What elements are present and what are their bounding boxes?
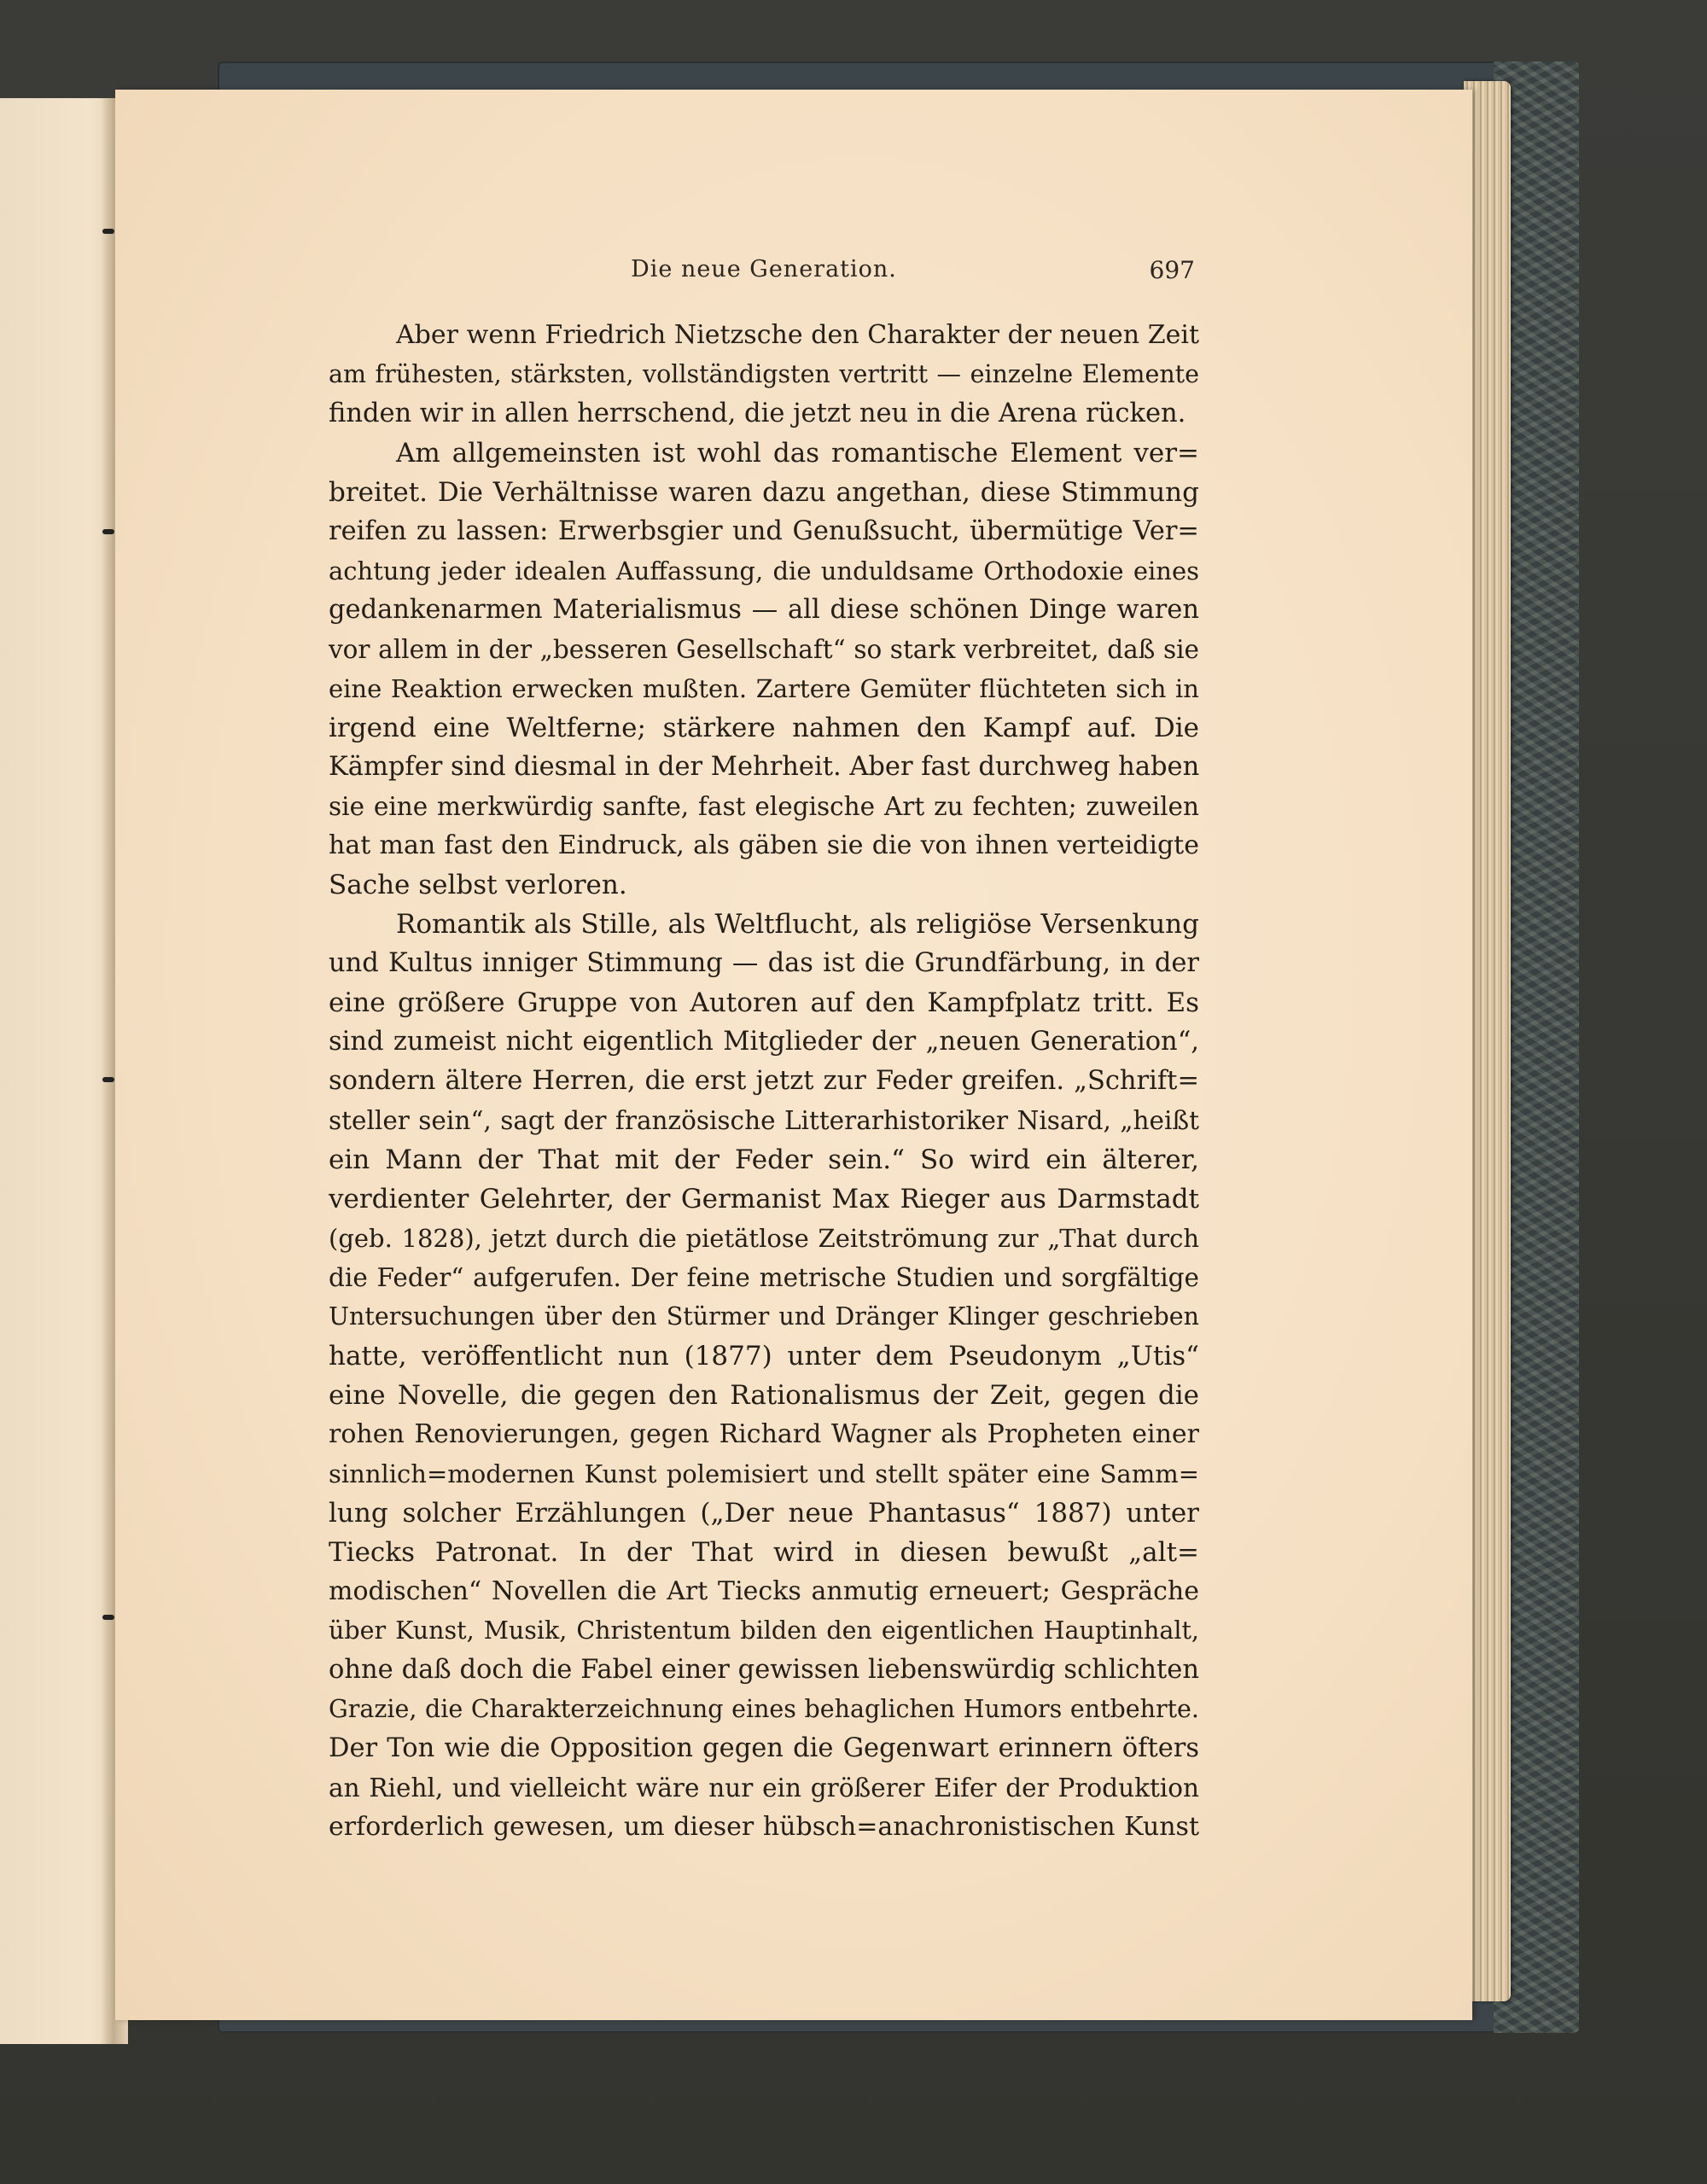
text-line: achtung jeder idealen Auffassung, die unduldsame Orthodoxie eines [329, 556, 1199, 585]
text-line: hatte, veröffentlicht nun (1877) unter dem Pseudonym „Utis“ [329, 1341, 1199, 1372]
page-number: 697 [1149, 256, 1195, 284]
text-line: lung solcher Erzählungen („Der neue Phantasus“ 1887) unter [329, 1498, 1199, 1529]
text-line: sondern ältere Herren, die erst jetzt zur Feder greifen. „Schrift= [329, 1066, 1199, 1096]
binding-thread [102, 1077, 114, 1082]
text-line: Romantik als Stille, als Weltflucht, als religiöse Versenkung [396, 909, 1199, 940]
text-line: breitet. Die Verhältnisse waren dazu angethan, diese Stimmung [329, 477, 1199, 508]
text-line: (geb. 1828), jetzt durch die pietätlose Zeitströmung zur „That durch [329, 1224, 1199, 1253]
text-line: irgend eine Weltferne; stärkere nahmen den Kampf auf. Die [329, 713, 1199, 743]
text-line: gedankenarmen Materialismus — all diese schönen Dinge waren [329, 595, 1199, 625]
text-line: Kämpfer sind diesmal in der Mehrheit. Aber fast durchweg haben [329, 752, 1199, 782]
text-line: und Kultus inniger Stimmung — das ist die Grundfärbung, in der [329, 948, 1199, 978]
text-line: ohne daß doch die Fabel einer gewissen liebenswürdig schlichten [329, 1655, 1199, 1685]
text-line: eine größere Gruppe von Autoren auf den Kampfplatz tritt. Es [329, 987, 1199, 1018]
binding-thread [102, 1615, 114, 1620]
text-line: hat man fast den Eindruck, als gäben sie die von ihnen verteidigte [329, 830, 1199, 860]
text-line: sie eine merkwürdig sanfte, fast elegische Art zu fechten; zuweilen [329, 792, 1199, 821]
text-line: Aber wenn Friedrich Nietzsche den Charakter der neuen Zeit [396, 320, 1199, 350]
text-line: sind zumeist nicht eigentlich Mitglieder der „neuen Generation“, [329, 1027, 1199, 1057]
text-line: erforderlich gewesen, um dieser hübsch=anachronistischen Kunst [329, 1812, 1199, 1842]
text-line: am frühesten, stärksten, vollständigsten vertritt — einzelne Elemente [329, 360, 1199, 388]
binding-thread [102, 229, 114, 234]
text-line: eine Reaktion erwecken mußten. Zartere Gemüter flüchteten sich in [329, 674, 1199, 703]
text-line: Am allgemeinsten ist wohl das romantische Element ver= [396, 438, 1199, 469]
text-line: rohen Renovierungen, gegen Richard Wagner als Propheten einer [329, 1419, 1199, 1449]
text-line: Grazie, die Charakterzeichnung eines behaglichen Humors entbehrte. [329, 1695, 1199, 1723]
running-head [333, 256, 1195, 290]
text-line: Der Ton wie die Opposition gegen die Gegenwart erinnern öfters [329, 1733, 1199, 1763]
binding-thread [102, 529, 114, 534]
text-line: Untersuchungen über den Stürmer und Dränger Klinger geschrieben [329, 1302, 1199, 1331]
running-title: Die neue Generation. [631, 256, 897, 282]
text-line: ein Mann der That mit der Feder sein.“ So wird ein älterer, [329, 1144, 1199, 1175]
text-line: reifen zu lassen: Erwerbsgier und Genußsucht, übermütige Ver= [329, 516, 1199, 546]
text-line: modischen“ Novellen die Art Tiecks anmutig erneuert; Gespräche [329, 1576, 1199, 1606]
text-line: Sache selbst verloren. [329, 870, 627, 900]
text-line: steller sein“, sagt der französische Litterarhistoriker Nisard, „heißt [329, 1106, 1199, 1135]
text-line: an Riehl, und vielleicht wäre nur ein größerer Eifer der Produktion [329, 1773, 1199, 1803]
text-line: eine Novelle, die gegen den Rationalismus der Zeit, gegen die [329, 1380, 1199, 1411]
text-line: vor allem in der „besseren Gesellschaft“ so stark verbreitet, daß sie [329, 635, 1199, 664]
text-line: die Feder“ aufgerufen. Der feine metrische Studien und sorgfältige [329, 1263, 1199, 1292]
text-line: Tiecks Patronat. In der That wird in diesen bewußt „alt= [329, 1537, 1199, 1568]
text-line: finden wir in allen herrschend, die jetzt neu in die Arena rücken. [329, 399, 1186, 428]
text-line: sinnlich=modernen Kunst polemisiert und stellt später eine Samm= [329, 1459, 1199, 1488]
body-text [329, 316, 1199, 1847]
text-line: verdienter Gelehrter, der Germanist Max Rieger aus Darmstadt [329, 1184, 1199, 1214]
text-line: über Kunst, Musik, Christentum bilden den eigentlichen Hauptinhalt, [329, 1616, 1199, 1645]
